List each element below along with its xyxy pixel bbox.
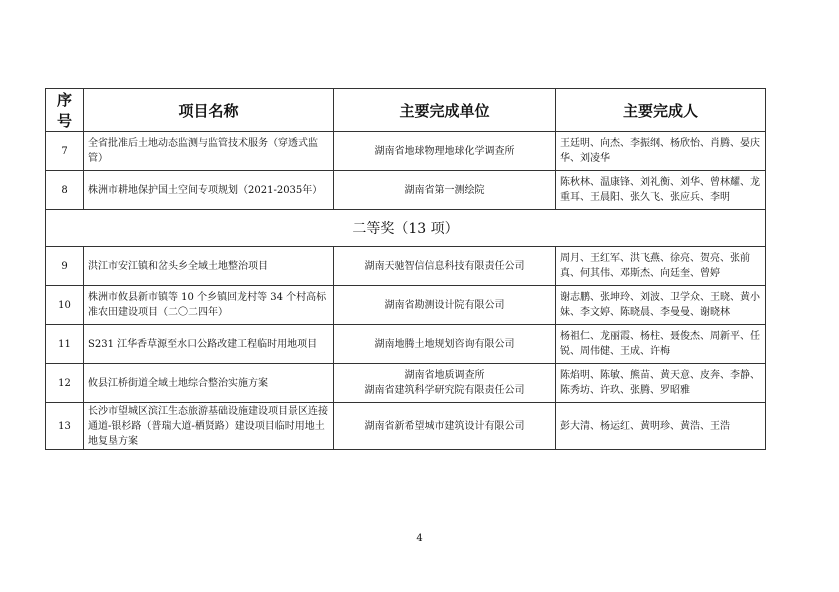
row-seq: 13 xyxy=(46,403,84,450)
row-people: 周月、王红军、洪飞燕、徐亮、贺亮、张前真、何其伟、邓斯杰、向廷奎、曾婷 xyxy=(556,247,766,286)
row-unit: 湖南省地质调查所 湖南省建筑科学研究院有限责任公司 xyxy=(334,364,556,403)
row-project-name: 洪江市安江镇和岔头乡全域土地整治项目 xyxy=(84,247,334,286)
page-number: 4 xyxy=(416,533,423,544)
row-project-name: 攸县江桥街道全域土地综合整治实施方案 xyxy=(84,364,334,403)
table-header-row xyxy=(46,89,766,132)
row-seq: 10 xyxy=(46,286,84,325)
row-unit: 湖南天驰智信信息科技有限责任公司 xyxy=(334,247,556,286)
row-seq: 12 xyxy=(46,364,84,403)
row-seq: 8 xyxy=(46,171,84,210)
table-row xyxy=(46,286,766,325)
row-people: 王廷明、向杰、李振纲、杨欣怡、肖腾、晏庆华、刘凌华 xyxy=(556,132,766,171)
row-seq: 7 xyxy=(46,132,84,171)
table-row xyxy=(46,325,766,364)
awards-table xyxy=(45,88,766,450)
row-people: 谢志鹏、张坤玲、刘波、卫学众、王晓、黄小妹、李文婷、陈晓晨、李曼曼、谢晓林 xyxy=(556,286,766,325)
row-seq: 11 xyxy=(46,325,84,364)
row-project-name: 株洲市耕地保护国土空间专项规划（2021-2035年） xyxy=(84,171,334,210)
row-unit: 湖南省勘测设计院有限公司 xyxy=(334,286,556,325)
row-project-name: 全省批准后土地动态监测与监管技术服务（穿透式监管） xyxy=(84,132,334,171)
table-row xyxy=(46,171,766,210)
row-project-name: S231 江华香草源至水口公路改建工程临时用地项目 xyxy=(84,325,334,364)
row-seq: 9 xyxy=(46,247,84,286)
header-completing-people: 主要完成人 xyxy=(556,89,766,132)
row-unit: 湖南省新希望城市建筑设计有限公司 xyxy=(334,403,556,450)
row-project-name: 株洲市攸县新市镇等 10 个乡镇回龙村等 34 个村高标准农田建设项目（二〇二四年） xyxy=(84,286,334,325)
row-people: 彭大清、杨运红、黄明珍、黄浩、王浩 xyxy=(556,403,766,450)
row-unit: 湖南地腾土地规划咨询有限公司 xyxy=(334,325,556,364)
header-seq: 序号 xyxy=(46,89,84,132)
section-title: 二等奖（13 项） xyxy=(46,210,766,247)
row-people: 杨祖仁、龙丽霞、杨柱、聂俊杰、周新平、任锐、周伟健、王成、许梅 xyxy=(556,325,766,364)
row-unit: 湖南省地球物理地球化学调查所 xyxy=(334,132,556,171)
row-people: 陈焰明、陈敏、熊苗、黄天意、皮奔、李静、陈秀坊、许玖、张腾、罗昭雅 xyxy=(556,364,766,403)
row-people: 陈秋林、温康锋、刘礼衡、刘华、曾林耀、龙重耳、王晨阳、张久飞、张应兵、李明 xyxy=(556,171,766,210)
table-row xyxy=(46,247,766,286)
row-unit: 湖南省第一测绘院 xyxy=(334,171,556,210)
table-row xyxy=(46,364,766,403)
header-completing-unit: 主要完成单位 xyxy=(334,89,556,132)
table-row xyxy=(46,403,766,450)
header-project-name: 项目名称 xyxy=(84,89,334,132)
table-row xyxy=(46,132,766,171)
row-project-name: 长沙市望城区滨江生态旅游基础设施建设项目景区连接通道-银杉路（普瑞大道-栖贤路）建设项目临时用地土地复垦方案 xyxy=(84,403,334,450)
section-header-row xyxy=(46,210,766,247)
